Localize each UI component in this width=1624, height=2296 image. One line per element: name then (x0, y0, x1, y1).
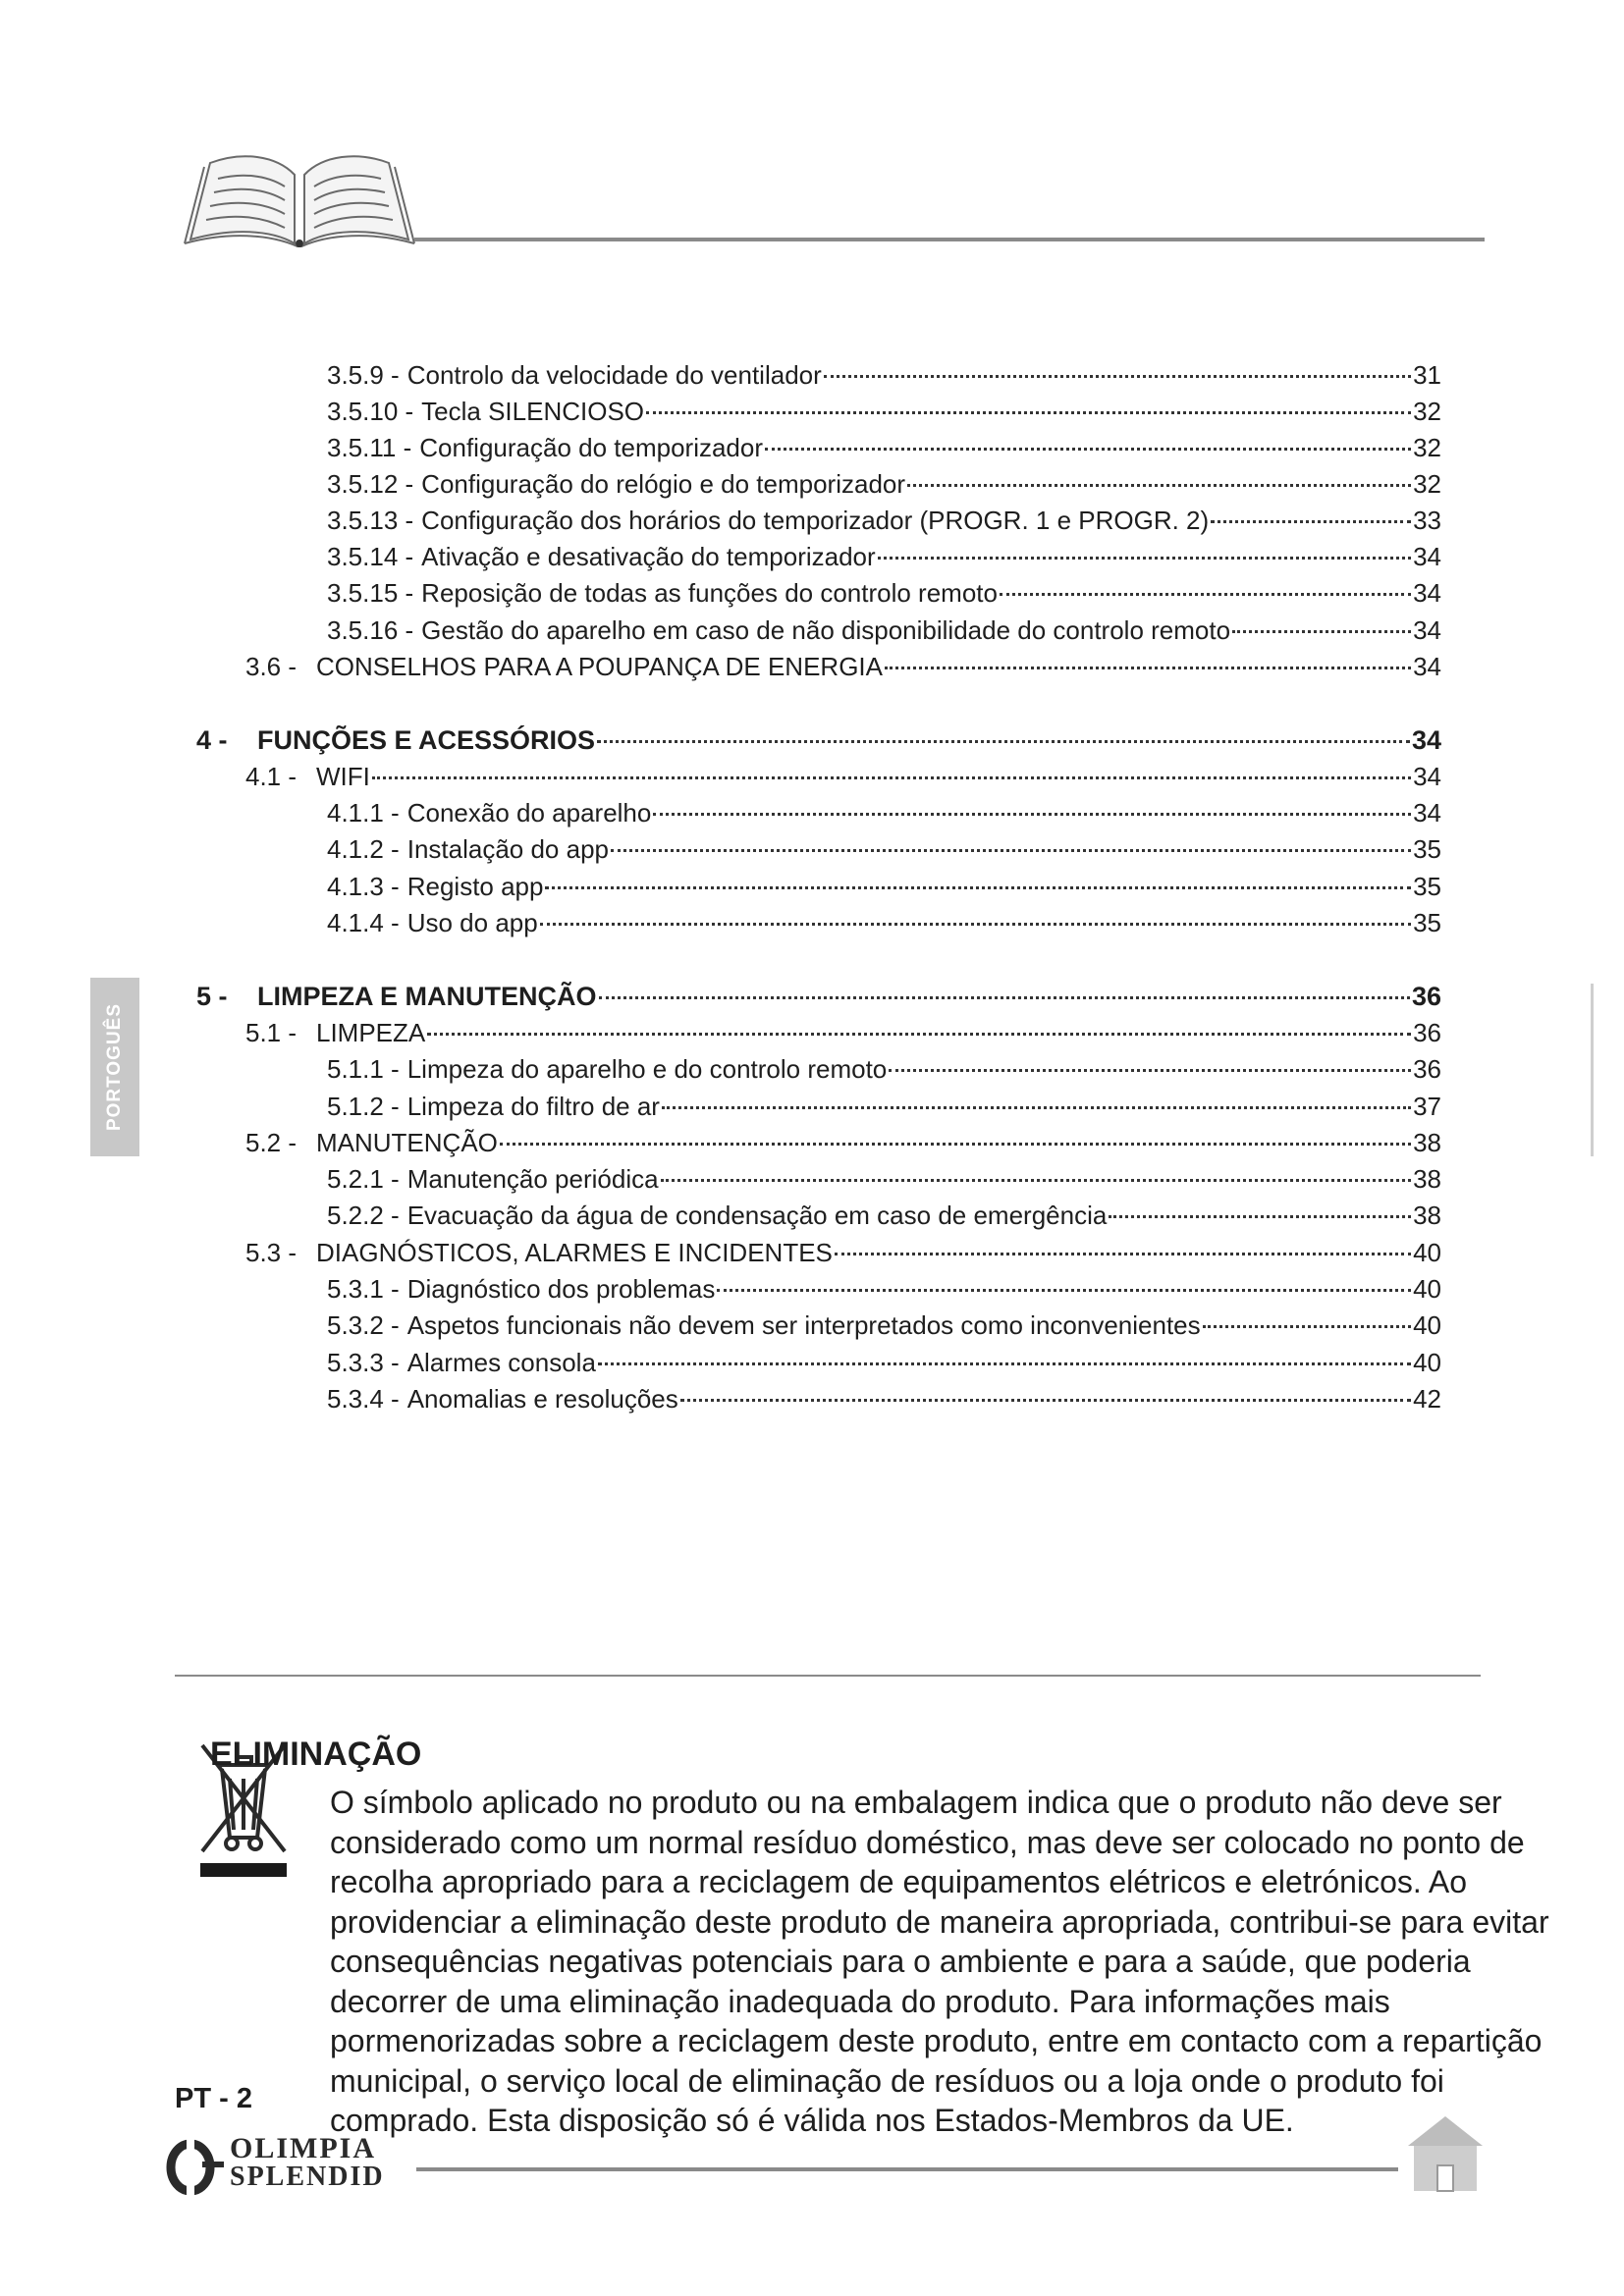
toc-entry-number: 3.6 - (245, 652, 298, 681)
toc-entry[interactable] (196, 981, 1441, 1012)
toc-entry-page: 40 (1413, 1274, 1441, 1304)
toc-entry-number: 4.1.3 - (327, 872, 400, 901)
toc-entry-number: 3.5.15 - (327, 578, 414, 608)
toc-entry-number: 5.3.2 - (327, 1310, 400, 1340)
toc-dot-leader (680, 1399, 1411, 1402)
toc-entry-number: 5.1 - (245, 1018, 298, 1047)
toc-entry[interactable] (327, 541, 1441, 572)
toc-entry-page: 32 (1413, 397, 1441, 426)
toc-entry-title: Tecla SILENCIOSO (421, 397, 645, 426)
toc-dot-leader (824, 375, 1411, 378)
toc-dot-leader (878, 557, 1411, 560)
toc-entry[interactable] (245, 761, 1441, 792)
toc-dot-leader (661, 1179, 1412, 1182)
toc-entry[interactable] (327, 432, 1441, 463)
toc-entry-title: Alarmes consola (406, 1348, 596, 1377)
toc-entry-page: 35 (1413, 908, 1441, 937)
toc-entry-title: MANUTENÇÃO (316, 1128, 498, 1157)
toc-dot-leader (907, 484, 1411, 487)
toc-entry-page: 35 (1413, 834, 1441, 864)
toc-dot-leader (500, 1143, 1411, 1146)
language-tab-label: PORTOGUÊS (104, 1002, 125, 1132)
toc-entry-title: Evacuação da água de condensação em caso de emergência (406, 1201, 1108, 1230)
toc-entry-page: 40 (1413, 1348, 1441, 1377)
toc-entry-page: 36 (1413, 1018, 1441, 1047)
toc-entry[interactable] (327, 1273, 1441, 1305)
toc-dot-leader (1232, 630, 1411, 633)
toc-dot-leader (646, 411, 1411, 414)
toc-entry[interactable] (327, 468, 1441, 500)
toc-entry[interactable] (327, 1200, 1441, 1231)
toc-entry-number: 5.3.3 - (327, 1348, 400, 1377)
toc-entry[interactable] (327, 1347, 1441, 1378)
disposal-text: O símbolo aplicado no produto ou na embalagem indica que o produto não deve ser considerado como um normal resíduo doméstico, mas deve ser colocado no ponto de recolha apropriado para a reciclagem de equipamentos elétricos e eletrónicos. Ao providenciar a eliminação deste produto de maneira apropriada, contribui-se para evitar consequências negativas potenciais para o ambiente e para a saúde, que poderia decorrer de uma eliminação inadequada do produto. Para informações mais pormenorizadas sobre a reciclagem deste produto, entre em contacto com a repartição municipal, o serviço local de eliminação de resíduos ou a loja onde o produto foi comprado. Esta disposição só é válida nos Estados-Membros da UE. (330, 1785, 1549, 2138)
toc-entry-number: 3.5.13 - (327, 506, 414, 535)
toc-dot-leader (1000, 593, 1411, 596)
toc-entry[interactable] (327, 1309, 1441, 1341)
toc-entry[interactable] (245, 1127, 1441, 1158)
toc-entry-number: 4.1.4 - (327, 908, 400, 937)
toc-dot-leader (835, 1253, 1411, 1255)
open-book-icon (183, 145, 416, 247)
toc-entry[interactable] (327, 1383, 1441, 1415)
toc-entry[interactable] (196, 724, 1441, 756)
toc-entry[interactable] (327, 505, 1441, 536)
toc-entry-title: Instalação do app (406, 834, 609, 864)
toc-entry-title: Reposição de todas as funções do controlo remoto (421, 578, 998, 608)
toc-dot-leader (598, 1362, 1411, 1365)
toc-entry[interactable] (327, 1163, 1441, 1195)
toc-dot-leader (1203, 1325, 1411, 1328)
toc-entry-number: 5.2.1 - (327, 1164, 400, 1194)
home-icon[interactable] (1404, 2114, 1487, 2193)
toc-dot-leader (540, 923, 1411, 926)
toc-entry[interactable] (327, 396, 1441, 427)
toc-entry-title: Conexão do aparelho (406, 798, 652, 828)
toc-dot-leader (653, 813, 1411, 816)
toc-dot-leader (597, 740, 1410, 743)
toc-entry-page: 34 (1413, 615, 1441, 645)
toc-entry-number: 5.2 - (245, 1128, 298, 1157)
toc-entry-page: 34 (1413, 798, 1441, 828)
toc-entry-page: 32 (1413, 469, 1441, 499)
toc-entry[interactable] (327, 833, 1441, 865)
toc-entry-title: Uso do app (406, 908, 538, 937)
toc-entry-title: Manutenção periódica (406, 1164, 659, 1194)
language-tab (90, 978, 139, 1156)
toc-dot-leader (372, 776, 1411, 779)
section-divider (175, 1675, 1481, 1677)
toc-entry-number: 5.1.1 - (327, 1054, 400, 1084)
toc-entry-number: 3.5.10 - (327, 397, 414, 426)
toc-entry[interactable] (245, 1237, 1441, 1268)
toc-entry-number: 4.1.1 - (327, 798, 400, 828)
toc-entry-page: 33 (1413, 506, 1441, 535)
toc-entry-page: 40 (1413, 1310, 1441, 1340)
toc-entry-number: 3.5.12 - (327, 469, 414, 499)
toc-entry-title: Configuração do relógio e do temporizador (421, 469, 906, 499)
toc-entry-number: 5.3.4 - (327, 1384, 400, 1414)
toc-entry[interactable] (327, 871, 1441, 902)
toc-entry-page: 34 (1413, 542, 1441, 571)
toc-entry-page: 37 (1413, 1092, 1441, 1121)
toc-entry-page: 38 (1413, 1201, 1441, 1230)
toc-entry-page: 36 (1413, 1054, 1441, 1084)
toc-entry-page: 35 (1413, 872, 1441, 901)
toc-entry-title: Configuração dos horários do temporizador (PROGR. 1 e PROGR. 2) (421, 506, 1210, 535)
toc-dot-leader (889, 1069, 1411, 1072)
toc-entry-title: Limpeza do filtro de ar (406, 1092, 660, 1121)
toc-dot-leader (765, 448, 1411, 451)
toc-dot-leader (545, 886, 1411, 889)
toc-entry-title: LIMPEZA (316, 1018, 426, 1047)
toc-entry-page: 34 (1413, 578, 1441, 608)
toc-entry[interactable] (327, 797, 1441, 828)
toc-entry-page: 42 (1413, 1384, 1441, 1414)
right-edge-marker (1591, 984, 1594, 1156)
disposal-title: ELIMINAÇÃO (210, 1735, 422, 1773)
toc-dot-leader (1109, 1215, 1411, 1218)
toc-entry-title: LIMPEZA E MANUTENÇÃO (257, 982, 597, 1011)
toc-entry-page: 38 (1413, 1128, 1441, 1157)
toc-entry[interactable] (245, 1017, 1441, 1048)
toc-entry-page: 36 (1411, 982, 1441, 1011)
toc-entry-title: CONSELHOS PARA A POUPANÇA DE ENERGIA (316, 652, 883, 681)
toc-entry-title: Limpeza do aparelho e do controlo remoto (406, 1054, 888, 1084)
toc-entry-page: 34 (1413, 652, 1441, 681)
toc-entry-number: 5.2.2 - (327, 1201, 400, 1230)
toc-entry-number: 3.5.9 - (327, 360, 400, 390)
toc-entry-page: 34 (1411, 725, 1441, 755)
toc-entry-title: Aspetos funcionais não devem ser interpretados como inconvenientes (406, 1310, 1201, 1340)
toc-entry-title: Controlo da velocidade do ventilador (406, 360, 822, 390)
toc-entry[interactable] (327, 1091, 1441, 1122)
toc-entry[interactable] (327, 1053, 1441, 1085)
toc-entry-title: FUNÇÕES E ACESSÓRIOS (257, 725, 596, 755)
toc-entry-page: 38 (1413, 1164, 1441, 1194)
toc-dot-leader (599, 996, 1410, 999)
toc-dot-leader (885, 667, 1411, 669)
brand-logo-icon (163, 2138, 224, 2195)
toc-entry-number: 4.1 - (245, 762, 298, 791)
toc-dot-leader (427, 1033, 1411, 1036)
toc-entry-page: 31 (1413, 360, 1441, 390)
toc-entry[interactable] (327, 907, 1441, 938)
toc-entry[interactable] (327, 359, 1441, 391)
toc-entry-title: Configuração do temporizador (419, 433, 764, 462)
toc-entry-title: Gestão do aparelho em caso de não disponibilidade do controlo remoto (421, 615, 1231, 645)
toc-entry-number: 5 - (196, 982, 228, 1011)
brand-logo (163, 2132, 408, 2197)
toc-dot-leader (717, 1289, 1411, 1292)
toc-entry-page: 32 (1413, 433, 1441, 462)
toc-entry[interactable] (327, 577, 1441, 609)
toc-entry-page: 34 (1413, 762, 1441, 791)
toc-dot-leader (662, 1106, 1411, 1109)
toc-entry-title: Ativação e desativação do temporizador (421, 542, 876, 571)
page-number: PT - 2 (175, 2083, 252, 2114)
toc-entry-title: DIAGNÓSTICOS, ALARMES E INCIDENTES (316, 1238, 833, 1267)
toc-dot-leader (611, 849, 1411, 852)
toc-entry[interactable] (327, 614, 1441, 646)
toc-entry-title: Registo app (406, 872, 544, 901)
toc-entry-number: 3.5.14 - (327, 542, 414, 571)
toc-entry-title: WIFI (316, 762, 370, 791)
toc-entry-number: 5.3 - (245, 1238, 298, 1267)
brand-name-top: OLIMPIA (230, 2132, 376, 2164)
header-rule (414, 238, 1485, 241)
toc-entry-number: 3.5.11 - (327, 433, 412, 462)
toc-entry-page: 40 (1413, 1238, 1441, 1267)
toc-entry-title: Anomalias e resoluções (406, 1384, 678, 1414)
toc-entry-number: 5.3.1 - (327, 1274, 400, 1304)
toc-dot-leader (1211, 520, 1411, 523)
toc-entry-number: 4.1.2 - (327, 834, 400, 864)
toc-entry-number: 3.5.16 - (327, 615, 414, 645)
toc-entry-number: 5.1.2 - (327, 1092, 400, 1121)
toc-entry-title: Diagnóstico dos problemas (406, 1274, 716, 1304)
brand-name-bottom: SPLENDID (230, 2162, 385, 2192)
toc-entry-number: 4 - (196, 725, 228, 755)
toc-entry[interactable] (245, 651, 1441, 682)
footer-rule (416, 2167, 1398, 2171)
